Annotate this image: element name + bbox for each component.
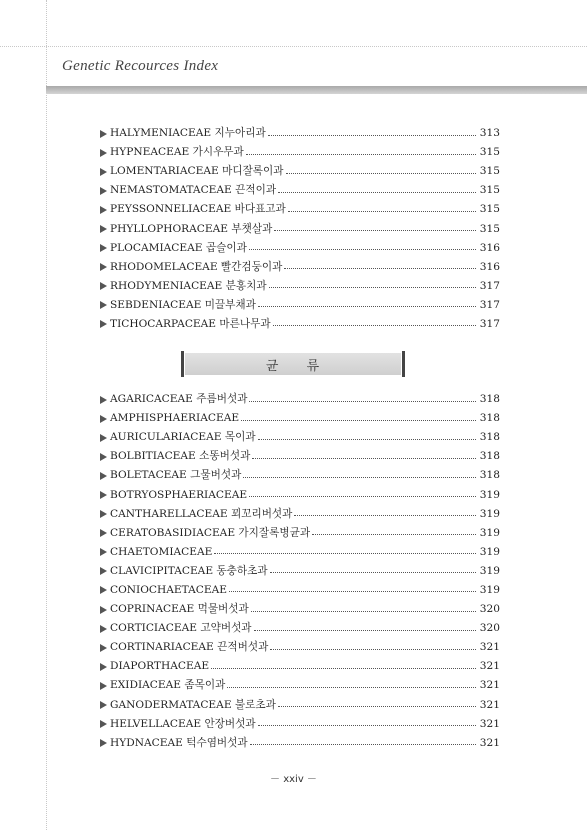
- index-entry: [100, 485, 500, 504]
- index-entry: [100, 181, 500, 200]
- bullet-triangle-icon: [100, 625, 107, 633]
- dot-leader: [270, 572, 476, 573]
- section-header-left-edge: [181, 351, 184, 377]
- dot-leader: [249, 496, 476, 497]
- entry-name: CERATOBASIDIACEAE 가지잘록병균과: [110, 526, 311, 539]
- vertical-guide-line: [46, 0, 47, 830]
- entry-page-number: 315: [479, 222, 500, 235]
- entry-page-number: 321: [479, 698, 500, 711]
- bullet-triangle-icon: [100, 206, 107, 214]
- index-list-fungi: [100, 390, 500, 753]
- entry-name: HELVELLACEAE 안장버섯과: [110, 717, 256, 730]
- index-entry: [100, 676, 500, 695]
- dot-leader: [243, 477, 476, 478]
- index-entry: [100, 715, 500, 734]
- bullet-triangle-icon: [100, 130, 107, 138]
- dot-leader: [278, 706, 476, 707]
- dot-leader: [246, 154, 476, 155]
- entry-name: CONIOCHAETACEAE: [110, 583, 228, 596]
- entry-page-number: 317: [479, 298, 500, 311]
- dot-leader: [258, 725, 476, 726]
- dot-leader: [269, 287, 476, 288]
- entry-name: EXIDIACEAE 좀목이과: [110, 679, 226, 692]
- bullet-triangle-icon: [100, 739, 107, 747]
- page-number: － xxiv －: [270, 774, 317, 785]
- entry-page-number: 320: [479, 603, 500, 616]
- index-entry: [100, 657, 500, 676]
- entry-name: RHODOMELACEAE 빨간검둥이과: [110, 260, 283, 273]
- entry-name: LOMENTARIACEAE 마디잘록이과: [110, 165, 284, 178]
- index-entry: [100, 428, 500, 447]
- dot-leader: [254, 630, 476, 631]
- dot-leader: [312, 534, 476, 535]
- dot-leader: [250, 744, 476, 745]
- entry-page-number: 315: [479, 203, 500, 216]
- running-header-title: Genetic Recources Index: [62, 58, 219, 74]
- dot-leader: [258, 306, 476, 307]
- entry-page-number: 318: [479, 469, 500, 482]
- entry-name: HALYMENIACEAE 지누아리과: [110, 127, 266, 140]
- bullet-triangle-icon: [100, 149, 107, 157]
- dot-leader: [286, 173, 476, 174]
- bullet-triangle-icon: [100, 529, 107, 537]
- entry-name: NEMASTOMATACEAE 끈적이과: [110, 184, 277, 197]
- index-entry: [100, 619, 500, 638]
- dot-leader: [278, 192, 476, 193]
- entry-page-number: 318: [479, 393, 500, 406]
- bullet-triangle-icon: [100, 606, 107, 614]
- index-entry: [100, 600, 500, 619]
- entry-name: BOLETACEAE 그물버섯과: [110, 469, 242, 482]
- entry-page-number: 318: [479, 450, 500, 463]
- entry-name: COPRINACEAE 먹물버섯과: [110, 603, 249, 616]
- entry-page-number: 315: [479, 165, 500, 178]
- bullet-triangle-icon: [100, 720, 107, 728]
- entry-name: BOTRYOSPHAERIACEAE: [110, 488, 248, 501]
- entry-name: CLAVICIPITACEAE 동충하초과: [110, 564, 268, 577]
- entry-page-number: 313: [479, 127, 500, 140]
- dot-leader: [270, 649, 476, 650]
- entry-page-number: 319: [479, 526, 500, 539]
- entry-name: RHODYMENIACEAE 분홍치과: [110, 279, 267, 292]
- bullet-triangle-icon: [100, 301, 107, 309]
- entry-name: AURICULARIACEAE 목이과: [110, 431, 256, 444]
- bullet-triangle-icon: [100, 168, 107, 176]
- bullet-triangle-icon: [100, 187, 107, 195]
- entry-page-number: 319: [479, 545, 500, 558]
- dot-leader: [252, 458, 476, 459]
- entry-page-number: 319: [479, 583, 500, 596]
- bullet-triangle-icon: [100, 491, 107, 499]
- index-entry: [100, 638, 500, 657]
- index-entry: [100, 409, 500, 428]
- entry-page-number: 318: [479, 431, 500, 444]
- entry-page-number: 319: [479, 564, 500, 577]
- dot-leader: [294, 515, 476, 516]
- entry-name: CORTICIACEAE 고약버섯과: [110, 622, 252, 635]
- dot-leader: [273, 325, 476, 326]
- bullet-triangle-icon: [100, 453, 107, 461]
- entry-page-number: 321: [479, 660, 500, 673]
- bullet-triangle-icon: [100, 701, 107, 709]
- entry-name: HYDNACEAE 턱수염버섯과: [110, 736, 248, 749]
- horizontal-guide-line: [0, 46, 587, 47]
- index-entry: [100, 562, 500, 581]
- index-entry: [100, 543, 500, 562]
- index-entry: [100, 277, 500, 296]
- entry-name: TICHOCARPACEAE 마른나무과: [110, 317, 271, 330]
- index-entry: [100, 124, 500, 143]
- bullet-triangle-icon: [100, 415, 107, 423]
- index-entry: [100, 390, 500, 409]
- index-entry: [100, 200, 500, 219]
- index-entry: [100, 143, 500, 162]
- index-list-algae: [100, 124, 500, 334]
- bullet-triangle-icon: [100, 586, 107, 594]
- dot-leader: [249, 401, 476, 402]
- bullet-triangle-icon: [100, 644, 107, 652]
- bullet-triangle-icon: [100, 472, 107, 480]
- entry-page-number: 321: [479, 736, 500, 749]
- dot-leader: [274, 230, 476, 231]
- index-entry: [100, 219, 500, 238]
- dot-leader: [284, 268, 476, 269]
- entry-page-number: 321: [479, 641, 500, 654]
- index-entry: [100, 734, 500, 753]
- index-entry: [100, 505, 500, 524]
- entry-page-number: 316: [479, 241, 500, 254]
- bullet-triangle-icon: [100, 548, 107, 556]
- bullet-triangle-icon: [100, 682, 107, 690]
- section-title: 균 류: [265, 358, 321, 374]
- entry-page-number: 317: [479, 317, 500, 330]
- entry-page-number: 321: [479, 679, 500, 692]
- entry-name: DIAPORTHACEAE: [110, 660, 210, 673]
- dot-leader: [288, 211, 476, 212]
- entry-page-number: 316: [479, 260, 500, 273]
- index-entry: [100, 162, 500, 181]
- bullet-triangle-icon: [100, 396, 107, 404]
- dot-leader: [227, 687, 476, 688]
- bullet-triangle-icon: [100, 320, 107, 328]
- bullet-triangle-icon: [100, 282, 107, 290]
- dot-leader: [251, 611, 476, 612]
- header-rule: [46, 86, 587, 94]
- index-entry: [100, 466, 500, 485]
- bullet-triangle-icon: [100, 225, 107, 233]
- entry-name: PEYSSONNELIACEAE 바다표고과: [110, 203, 286, 216]
- entry-name: CANTHARELLACEAE 꾀꼬리버섯과: [110, 507, 293, 520]
- dot-leader: [249, 249, 476, 250]
- entry-page-number: 315: [479, 146, 500, 159]
- dot-leader: [268, 135, 476, 136]
- section-header-band: [185, 353, 401, 375]
- bullet-triangle-icon: [100, 663, 107, 671]
- index-entry: [100, 315, 500, 334]
- entry-page-number: 319: [479, 507, 500, 520]
- entry-name: PHYLLOPHORACEAE 부챗살과: [110, 222, 273, 235]
- entry-name: BOLBITIACEAE 소똥버섯과: [110, 450, 251, 463]
- index-entry: [100, 581, 500, 600]
- bullet-triangle-icon: [100, 567, 107, 575]
- dot-leader: [229, 591, 476, 592]
- entry-name: CORTINARIACEAE 끈적버섯과: [110, 641, 269, 654]
- bullet-triangle-icon: [100, 510, 107, 518]
- entry-page-number: 317: [479, 279, 500, 292]
- entry-name: AGARICACEAE 주름버섯과: [110, 393, 248, 406]
- dot-leader: [258, 439, 476, 440]
- dot-leader: [214, 553, 476, 554]
- bullet-triangle-icon: [100, 263, 107, 271]
- dot-leader: [241, 420, 476, 421]
- entry-name: GANODERMATACEAE 불로초과: [110, 698, 276, 711]
- bullet-triangle-icon: [100, 244, 107, 252]
- bullet-triangle-icon: [100, 434, 107, 442]
- index-entry: [100, 524, 500, 543]
- index-entry: [100, 447, 500, 466]
- section-header-right-edge: [402, 351, 405, 377]
- index-entry: [100, 696, 500, 715]
- index-entry: [100, 239, 500, 258]
- entry-name: AMPHISPHAERIACEAE: [110, 412, 240, 425]
- entry-name: HYPNEACEAE 가시우무과: [110, 146, 244, 159]
- index-entry: [100, 296, 500, 315]
- entry-page-number: 315: [479, 184, 500, 197]
- entry-page-number: 321: [479, 717, 500, 730]
- entry-page-number: 320: [479, 622, 500, 635]
- index-entry: [100, 258, 500, 277]
- entry-name: SEBDENIACEAE 미끌부채과: [110, 298, 256, 311]
- entry-name: CHAETOMIACEAE: [110, 545, 213, 558]
- entry-page-number: 319: [479, 488, 500, 501]
- section-header-fungi: [181, 351, 405, 377]
- dot-leader: [211, 668, 476, 669]
- entry-name: PLOCAMIACEAE 곱슬이과: [110, 241, 247, 254]
- entry-page-number: 318: [479, 412, 500, 425]
